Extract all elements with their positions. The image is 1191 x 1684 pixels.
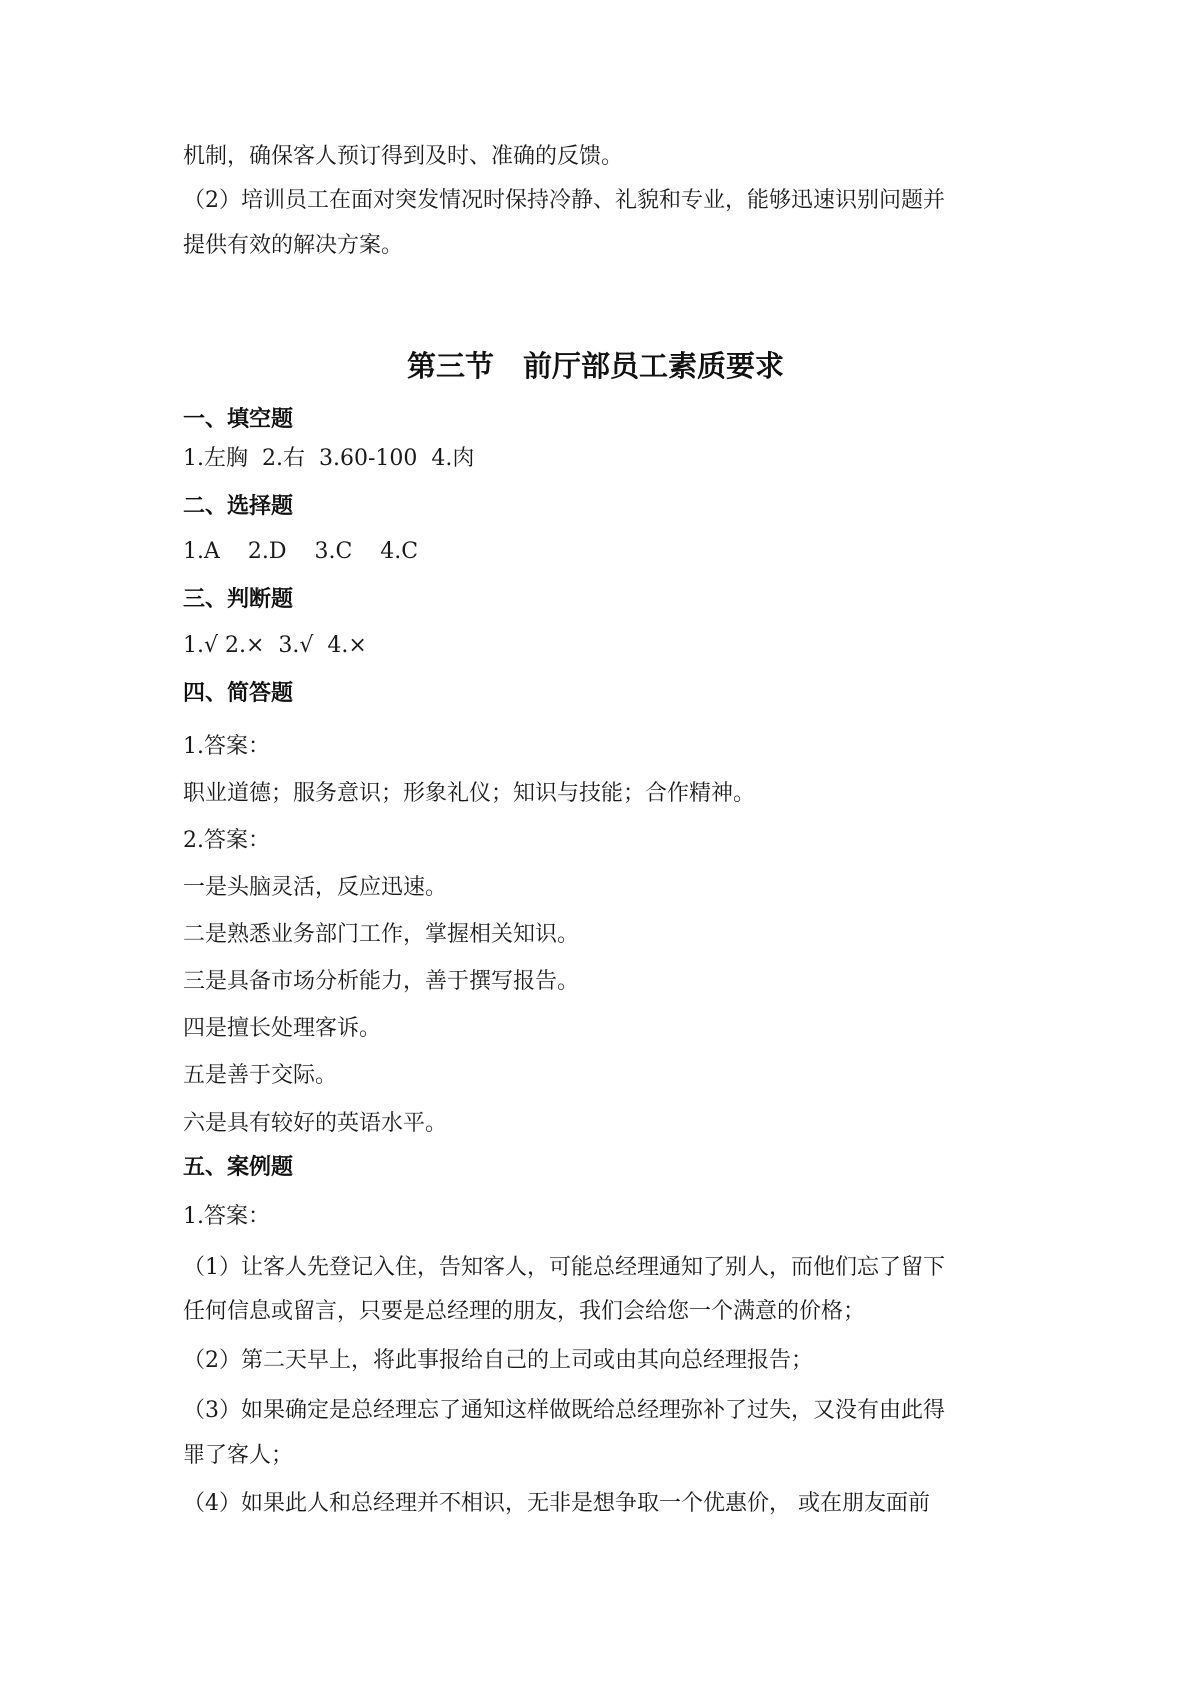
judgement-heading: 三、判断题	[183, 587, 294, 612]
short-answer-heading: 四、简答题	[183, 681, 294, 706]
short-answer-line: 五是善于交际。	[183, 1063, 338, 1088]
section-title: 第三节 前厅部员工素质要求	[406, 349, 784, 383]
short-answer-line: 三是具备市场分析能力，善于撰写报告。	[183, 969, 580, 994]
choice-heading: 二、选择题	[183, 494, 294, 519]
short-answer-line: 一是头脑灵活，反应迅速。	[183, 875, 448, 900]
case-line: （2）第二天早上，将此事报给自己的上司或由其向总经理报告；	[183, 1348, 813, 1373]
paragraph-line: （2）培训员工在面对突发情况时保持冷静、礼貌和专业，能够迅速识别问题并	[183, 188, 945, 213]
short-answer-line: 职业道德；服务意识；形象礼仪；知识与技能；合作精神。	[183, 781, 756, 806]
case-line: （4）如果此人和总经理并不相识，无非是想争取一个优惠价， 或在朋友面前	[183, 1491, 930, 1516]
short-answer-line: 二是熟悉业务部门工作，掌握相关知识。	[183, 922, 580, 947]
case-line: 1.答案：	[183, 1204, 270, 1229]
case-line: 任何信息或留言，只要是总经理的朋友，我们会给您一个满意的价格；	[183, 1299, 866, 1324]
fill-blank-heading: 一、填空题	[183, 407, 294, 432]
short-answer-line: 六是具有较好的英语水平。	[183, 1111, 448, 1136]
fill-blank-answers: 1.左胸 2.右 3.60-100 4.肉	[183, 446, 475, 471]
paragraph-line: 提供有效的解决方案。	[183, 233, 404, 258]
short-answer-line: 2.答案：	[183, 828, 270, 853]
case-line: （3）如果确定是总经理忘了通知这样做既给总经理弥补了过失，又没有由此得	[183, 1398, 945, 1423]
paragraph-line: 机制，确保客人预订得到及时、准确的反馈。	[183, 144, 624, 169]
case-heading: 五、案例题	[183, 1155, 294, 1180]
judgement-answers: 1.√ 2.× 3.√ 4.×	[183, 633, 367, 658]
choice-answers: 1.A 2.D 3.C 4.C	[183, 539, 419, 564]
short-answer-line: 四是擅长处理客诉。	[183, 1016, 382, 1041]
case-line: （1）让客人先登记入住，告知客人，可能总经理通知了别人，而他们忘了留下	[183, 1255, 945, 1280]
short-answer-line: 1.答案：	[183, 734, 270, 759]
case-line: 罪了客人；	[183, 1443, 294, 1468]
